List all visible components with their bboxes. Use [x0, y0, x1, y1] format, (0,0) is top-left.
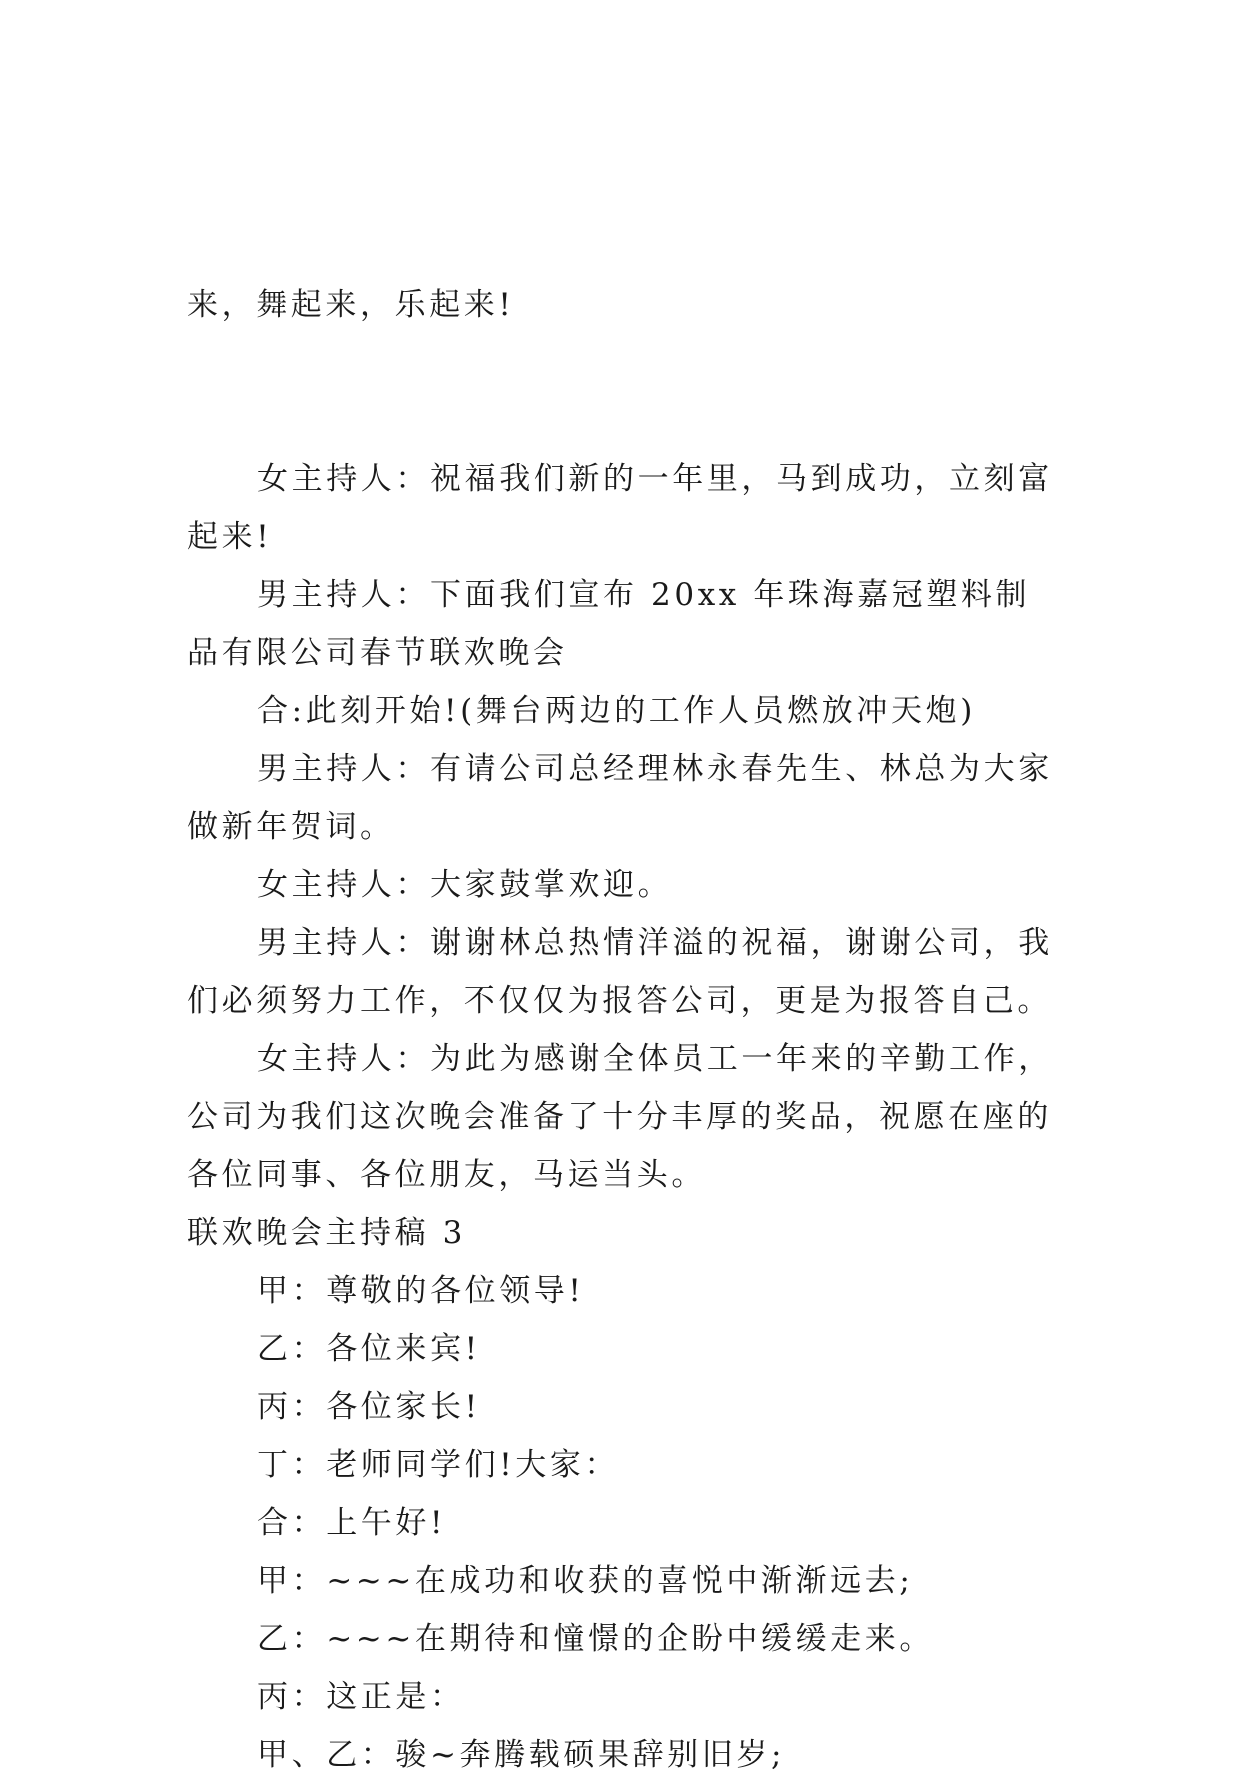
text-line: 限公司春节联欢晚会: [256, 635, 568, 671]
text-line: 合：上午好!: [257, 1505, 447, 1541]
text-line: 男主持人：有请公司总经理林永春先生、林总为大家做: [187, 751, 1053, 845]
paragraph: [187, 566, 1057, 682]
text-line: 新年贺词。: [221, 809, 395, 845]
text-line: 乙：~~~在期待和憧憬的企盼中缓缓走来。: [257, 1621, 934, 1657]
paragraph: [187, 1552, 1057, 1610]
text-line: 来!: [221, 519, 273, 555]
section-heading: [187, 1204, 1057, 1262]
text-line: 丙：各位家长!: [257, 1389, 481, 1425]
paragraph: [187, 1668, 1057, 1726]
text-line: 丙：这正是：: [257, 1679, 465, 1715]
text-line: 甲：尊敬的各位领导!: [257, 1273, 585, 1309]
paragraph: [187, 450, 1057, 566]
text-line: 丁：老师同学们!大家：: [257, 1447, 620, 1483]
paragraph: [187, 740, 1057, 856]
text-line: 女主持人：大家鼓掌欢迎。: [257, 867, 673, 903]
text-line: 司为我们这次晚会准备了十分丰厚的奖品，祝愿在座的各位: [187, 1099, 1053, 1193]
paragraph: [187, 856, 1057, 914]
heading-text: 联欢晚会主持稿 3: [187, 1215, 466, 1251]
paragraph: [187, 160, 1057, 450]
text-line: 甲、乙：骏~奔腾载硕果辞别旧岁;: [257, 1737, 786, 1773]
paragraph: [187, 1030, 1057, 1204]
paragraph: [187, 1610, 1057, 1668]
text-line: 合:此刻开始!(舞台两边的工作人员燃放冲天炮): [257, 693, 976, 729]
text-line: 同事、各位朋友，马运当头。: [256, 1157, 707, 1193]
paragraph: [187, 1494, 1057, 1552]
paragraph: [187, 1262, 1057, 1320]
paragraph: [187, 1726, 1057, 1784]
text-line: 乙：各位来宾!: [257, 1331, 481, 1367]
text-line: 必须努力工作，不仅仅为报答公司，更是为报答自己。: [221, 983, 1053, 1019]
text-line: 男主持人：下面我们宣布 20xx 年珠海嘉冠塑料制品有: [187, 577, 1031, 671]
text-line: 女主持人：祝福我们新的一年里，马到成功，立刻富起: [187, 461, 1053, 555]
document-body: [187, 160, 1057, 1784]
paragraph: [187, 1320, 1057, 1378]
paragraph: [187, 914, 1057, 1030]
text-line: 男主持人：谢谢林总热情洋溢的祝福，谢谢公司，我们: [187, 925, 1053, 1019]
paragraph: [187, 682, 1057, 740]
text-line: 来，舞起来，乐起来!: [187, 287, 515, 323]
text-line: 女主持人：为此为感谢全体员工一年来的辛勤工作，公: [187, 1041, 1053, 1135]
paragraph: [187, 1378, 1057, 1436]
paragraph: [187, 1436, 1057, 1494]
text-line: 甲：~~~在成功和收获的喜悦中渐渐远去;: [257, 1563, 914, 1599]
